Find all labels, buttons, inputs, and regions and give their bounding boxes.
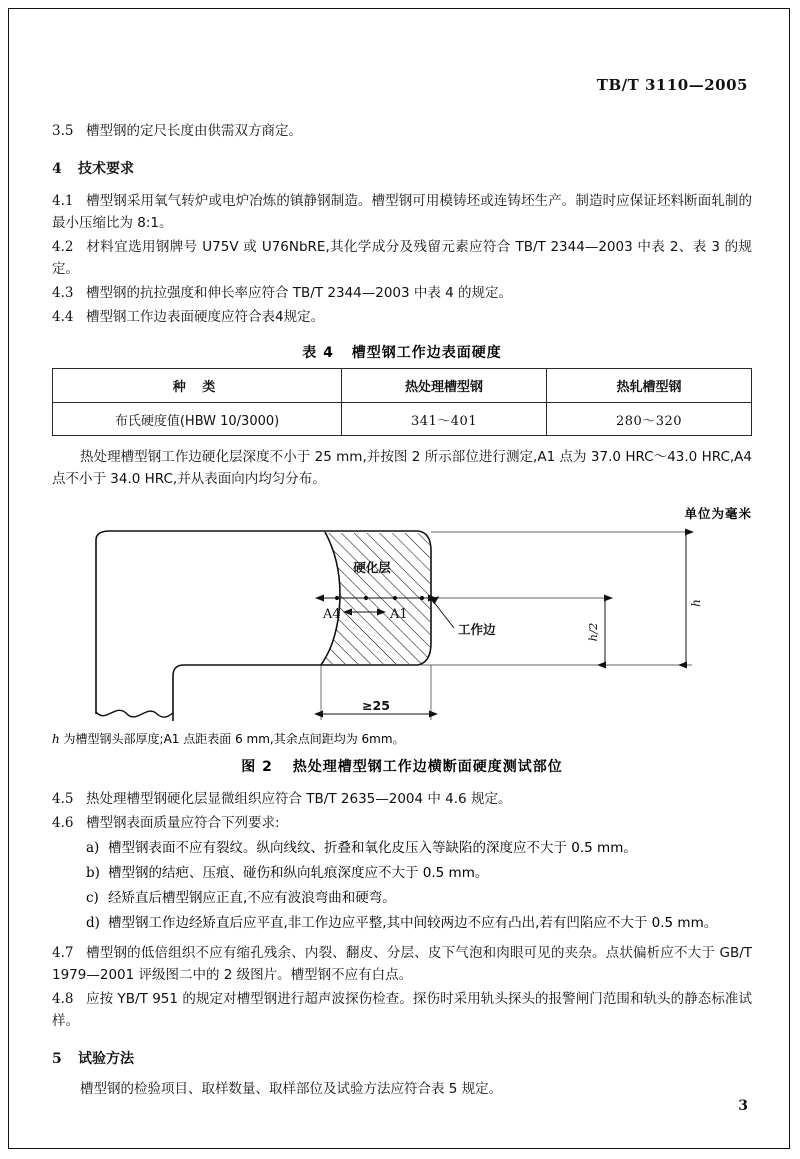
section-4-heading [52, 158, 752, 180]
table-4 [52, 368, 752, 436]
table-4-header-hot-rolled: 热轧槽型钢 [547, 369, 752, 403]
list-item [52, 912, 752, 934]
clause-4-5-number: 4.5 [52, 791, 74, 807]
working-edge-leader [433, 601, 454, 628]
clause-4-3 [52, 282, 752, 304]
clause-4-5-text: 热处理槽型钢硬化层显微组织应符合 TB/T 2635—2004 中 4.6 规定。 [86, 791, 512, 807]
point-a1-label: A1 [390, 607, 408, 622]
dimension-depth-label: ≥25 [362, 698, 390, 713]
figure-2 [52, 524, 752, 724]
table-4-header-category: 种 类 [53, 369, 342, 403]
list-text-a: 槽型钢表面不应有裂纹。纵向线纹、折叠和氧化皮压入等缺陷的深度应不大于 0.5 mm。 [108, 840, 637, 856]
figure-2-note-text: 为槽型钢头部厚度;A1 点距表面 6 mm,其余点间距均为 6mm。 [59, 732, 405, 746]
section-5-heading [52, 1048, 752, 1070]
section-5-number: 5 [52, 1051, 62, 1067]
clause-4-4-number: 4.4 [52, 309, 74, 325]
clause-4-3-text: 槽型钢的抗拉强度和伸长率应符合 TB/T 2344—2003 中表 4 的规定。 [86, 285, 513, 301]
section-5-body: 槽型钢的检验项目、取样数量、取样部位及试验方法应符合表 5 规定。 [80, 1081, 503, 1097]
clause-4-3-number: 4.3 [52, 285, 74, 301]
clause-3-5-text: 槽型钢的定尺长度由供需双方商定。 [86, 123, 302, 139]
list-marker-a: a) [86, 840, 100, 856]
clause-4-2-number: 4.2 [52, 239, 74, 255]
clause-4-1-text: 槽型钢采用氧气转炉或电炉冶炼的镇静钢制造。槽型钢可用模铸坯或连铸坯生产。制造时应保证坯料断面轧制的最小压缩比为 8:1。 [52, 193, 752, 231]
table-4-cell-heat-treated-value: 341～401 [342, 403, 547, 436]
clause-4-6-text: 槽型钢表面质量应符合下列要求: [86, 815, 280, 831]
measurement-point-a2 [393, 596, 397, 600]
measurement-point-a3 [364, 596, 368, 600]
table-4-header-heat-treated: 热处理槽型钢 [342, 369, 547, 403]
figure-2-note-symbol: h [52, 732, 60, 746]
figure-2-drawing [52, 524, 752, 724]
clause-4-1 [52, 190, 752, 234]
clause-4-5 [52, 788, 752, 810]
table-4-cell-hot-rolled-value: 280～320 [547, 403, 752, 436]
break-line [96, 710, 173, 717]
clause-4-2-text: 材料宜选用钢牌号 U75V 或 U76NbRE,其化学成分及残留元素应符合 TB/T 2344—2003 中表 2、表 3 的规定。 [52, 239, 752, 277]
list-text-c: 经矫直后槽型钢应正直,不应有波浪弯曲和硬弯。 [108, 890, 396, 906]
clause-4-4-text: 槽型钢工作边表面硬度应符合表4规定。 [86, 309, 325, 325]
figure-2-caption-number: 图 2 [241, 759, 273, 775]
working-edge-label: 工作边 [458, 622, 496, 637]
clause-3-5-number: 3.5 [52, 123, 74, 139]
figure-2-caption-title: 热处理槽型钢工作边横断面硬度测试部位 [292, 759, 563, 775]
clause-4-7-text: 槽型钢的低倍组织不应有缩孔残余、内裂、翻皮、分层、皮下气泡和肉眼可见的夹杂。点状偏析应不大于 GB/T 1979—2001 评级图二中的 2 级图片。槽型钢不应有白点。 [52, 945, 752, 983]
table-4-cell-brinell-label: 布氏硬度值(HBW 10/3000) [53, 403, 342, 436]
clause-4-1-number: 4.1 [52, 193, 74, 209]
measurement-point-a4 [335, 596, 339, 600]
clause-3-5 [52, 120, 752, 142]
table-4-caption [52, 342, 752, 362]
figure-2-note [52, 730, 752, 748]
clause-4-7-number: 4.7 [52, 945, 74, 961]
list-marker-c: c) [86, 890, 99, 906]
figure-2-unit-note: 单位为毫米 [684, 506, 752, 521]
page-header-standard-number: TB/T 3110—2005 [596, 76, 748, 94]
measurement-point-a1 [420, 596, 424, 600]
section-5-title: 试验方法 [78, 1051, 134, 1067]
hardened-layer-label: 硬化层 [353, 560, 391, 575]
clause-4-6-number: 4.6 [52, 815, 74, 831]
clause-4-7 [52, 942, 752, 986]
list-marker-d: d) [86, 915, 100, 931]
table-4-caption-title: 槽型钢工作边表面硬度 [351, 345, 502, 361]
dimension-h-label: h [689, 599, 703, 607]
dimension-h-half-label: h/2 [586, 622, 600, 642]
figure-2-caption [52, 756, 752, 776]
clause-4-8-text: 应按 YB/T 951 的规定对槽型钢进行超声波探伤检查。探伤时采用轨头探头的报警闸门范围和轨头的静态标准试样。 [52, 991, 752, 1029]
point-a4-label: A4 [323, 607, 341, 622]
clause-4-2 [52, 236, 752, 280]
list-text-d: 槽型钢工作边经矫直后应平直,非工作边应平整,其中间较两边不应有凸出,若有凹陷应不大于 0.5 mm。 [108, 915, 718, 931]
list-text-b: 槽型钢的结疤、压痕、碰伤和纵向轧痕深度应不大于 0.5 mm。 [108, 865, 489, 881]
page-number: 3 [738, 1098, 748, 1114]
list-item [52, 887, 752, 909]
document-body [52, 110, 752, 1100]
clause-4-6 [52, 812, 752, 834]
hardening-depth-paragraph: 热处理槽型钢工作边硬化层深度不小于 25 mm,并按图 2 所示部位进行测定,A1 点为 37.0 HRC～43.0 HRC,A4 点不小于 34.0 HRC,并从表面向内均匀分布。 [52, 449, 752, 487]
section-4-number: 4 [52, 161, 62, 177]
table-4-caption-number: 表 4 [302, 345, 334, 361]
clause-4-4 [52, 306, 752, 328]
section-4-title: 技术要求 [78, 161, 134, 177]
table-row [53, 403, 752, 436]
list-marker-b: b) [86, 865, 100, 881]
clause-4-8-number: 4.8 [52, 991, 74, 1007]
list-item [52, 862, 752, 884]
table-4-header-row [53, 369, 752, 403]
clause-4-8 [52, 988, 752, 1032]
list-item [52, 837, 752, 859]
